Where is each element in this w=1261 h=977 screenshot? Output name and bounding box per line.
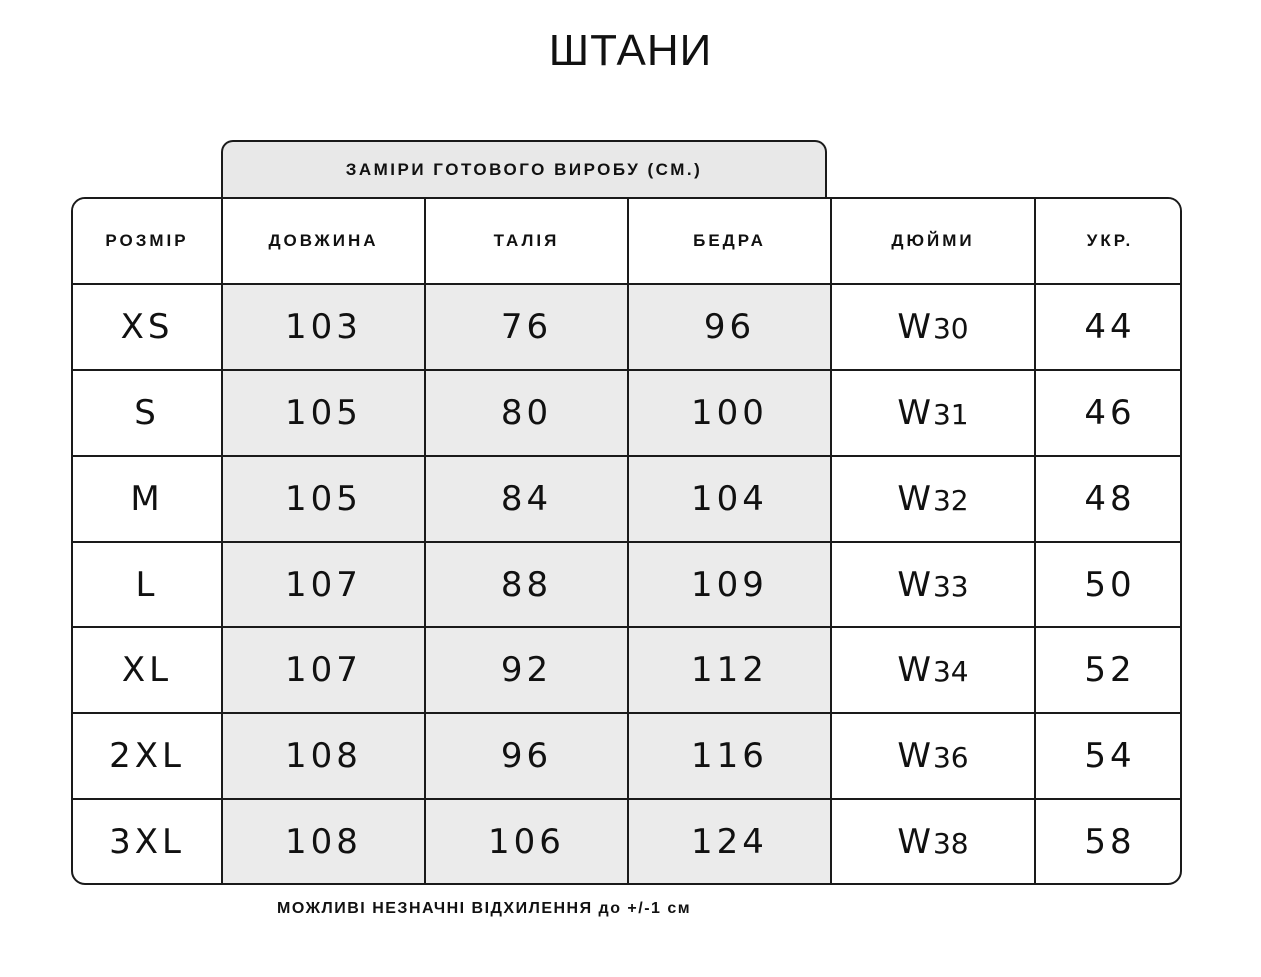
size-chart-table: [71, 197, 1182, 885]
waist-cell: 80: [425, 370, 628, 456]
ukr-cell: 46: [1035, 370, 1182, 456]
length-cell: 107: [222, 542, 425, 628]
inch-prefix: W: [897, 478, 931, 519]
waist-cell: 96: [425, 713, 628, 799]
ukr-cell: 48: [1035, 456, 1182, 542]
inch-value: 34: [932, 655, 969, 689]
inches-cell: [831, 370, 1035, 456]
length-cell: 107: [222, 627, 425, 713]
waist-cell: 88: [425, 542, 628, 628]
inch-prefix: W: [897, 392, 931, 433]
header-row: [73, 199, 1182, 284]
ukr-cell: 52: [1035, 627, 1182, 713]
table-row: [73, 713, 1182, 799]
hips-cell: 112: [628, 627, 831, 713]
footnote: МОЖЛИВІ НЕЗНАЧНІ ВІДХИЛЕННЯ до +/-1 см: [277, 900, 692, 917]
inch-value: 30: [932, 311, 969, 345]
inch-prefix: W: [897, 821, 931, 862]
hips-cell: 124: [628, 799, 831, 883]
inches-cell: [831, 713, 1035, 799]
size-cell: 3XL: [73, 799, 222, 883]
inch-prefix: W: [897, 736, 931, 777]
inch-value: 33: [932, 569, 969, 603]
inch-prefix: W: [897, 564, 931, 605]
ukr-cell: 58: [1035, 799, 1182, 883]
table-row: [73, 542, 1182, 628]
table-row: [73, 370, 1182, 456]
waist-cell: 92: [425, 627, 628, 713]
table-row: [73, 456, 1182, 542]
length-cell: 103: [222, 284, 425, 370]
ukr-cell: 54: [1035, 713, 1182, 799]
table-row: [73, 284, 1182, 370]
hips-cell: 96: [628, 284, 831, 370]
inches-cell: [831, 456, 1035, 542]
length-cell: 105: [222, 370, 425, 456]
size-cell: M: [73, 456, 222, 542]
waist-cell: 84: [425, 456, 628, 542]
inches-cell: [831, 627, 1035, 713]
length-cell: 108: [222, 713, 425, 799]
ukr-cell: 50: [1035, 542, 1182, 628]
inch-value: 38: [932, 826, 969, 860]
inch-value: 31: [932, 397, 969, 431]
inch-prefix: W: [897, 306, 931, 347]
waist-cell: 106: [425, 799, 628, 883]
hips-cell: 116: [628, 713, 831, 799]
table-row: [73, 799, 1182, 883]
inch-value: 36: [932, 741, 969, 775]
length-cell: 108: [222, 799, 425, 883]
inches-cell: [831, 284, 1035, 370]
table-row: [73, 627, 1182, 713]
inch-prefix: W: [897, 650, 931, 691]
page-title: ШТАНИ: [548, 26, 713, 75]
col-header-waist: ТАЛІЯ: [425, 199, 628, 284]
hips-cell: 109: [628, 542, 831, 628]
hips-cell: 104: [628, 456, 831, 542]
size-cell: XL: [73, 627, 222, 713]
size-cell: S: [73, 370, 222, 456]
length-cell: 105: [222, 456, 425, 542]
size-cell: XS: [73, 284, 222, 370]
hips-cell: 100: [628, 370, 831, 456]
ukr-cell: 44: [1035, 284, 1182, 370]
waist-cell: 76: [425, 284, 628, 370]
measurements-group-header: ЗАМІРИ ГОТОВОГО ВИРОБУ (СМ.): [221, 140, 827, 197]
size-table: [73, 199, 1182, 883]
size-cell: 2XL: [73, 713, 222, 799]
col-header-hips: БЕДРА: [628, 199, 831, 284]
col-header-inches: ДЮЙМИ: [831, 199, 1035, 284]
inches-cell: [831, 799, 1035, 883]
col-header-length: ДОВЖИНА: [222, 199, 425, 284]
inches-cell: [831, 542, 1035, 628]
inch-value: 32: [932, 483, 969, 517]
col-header-size: РОЗМІР: [73, 199, 222, 284]
col-header-ukr: УКР.: [1035, 199, 1182, 284]
size-cell: L: [73, 542, 222, 628]
